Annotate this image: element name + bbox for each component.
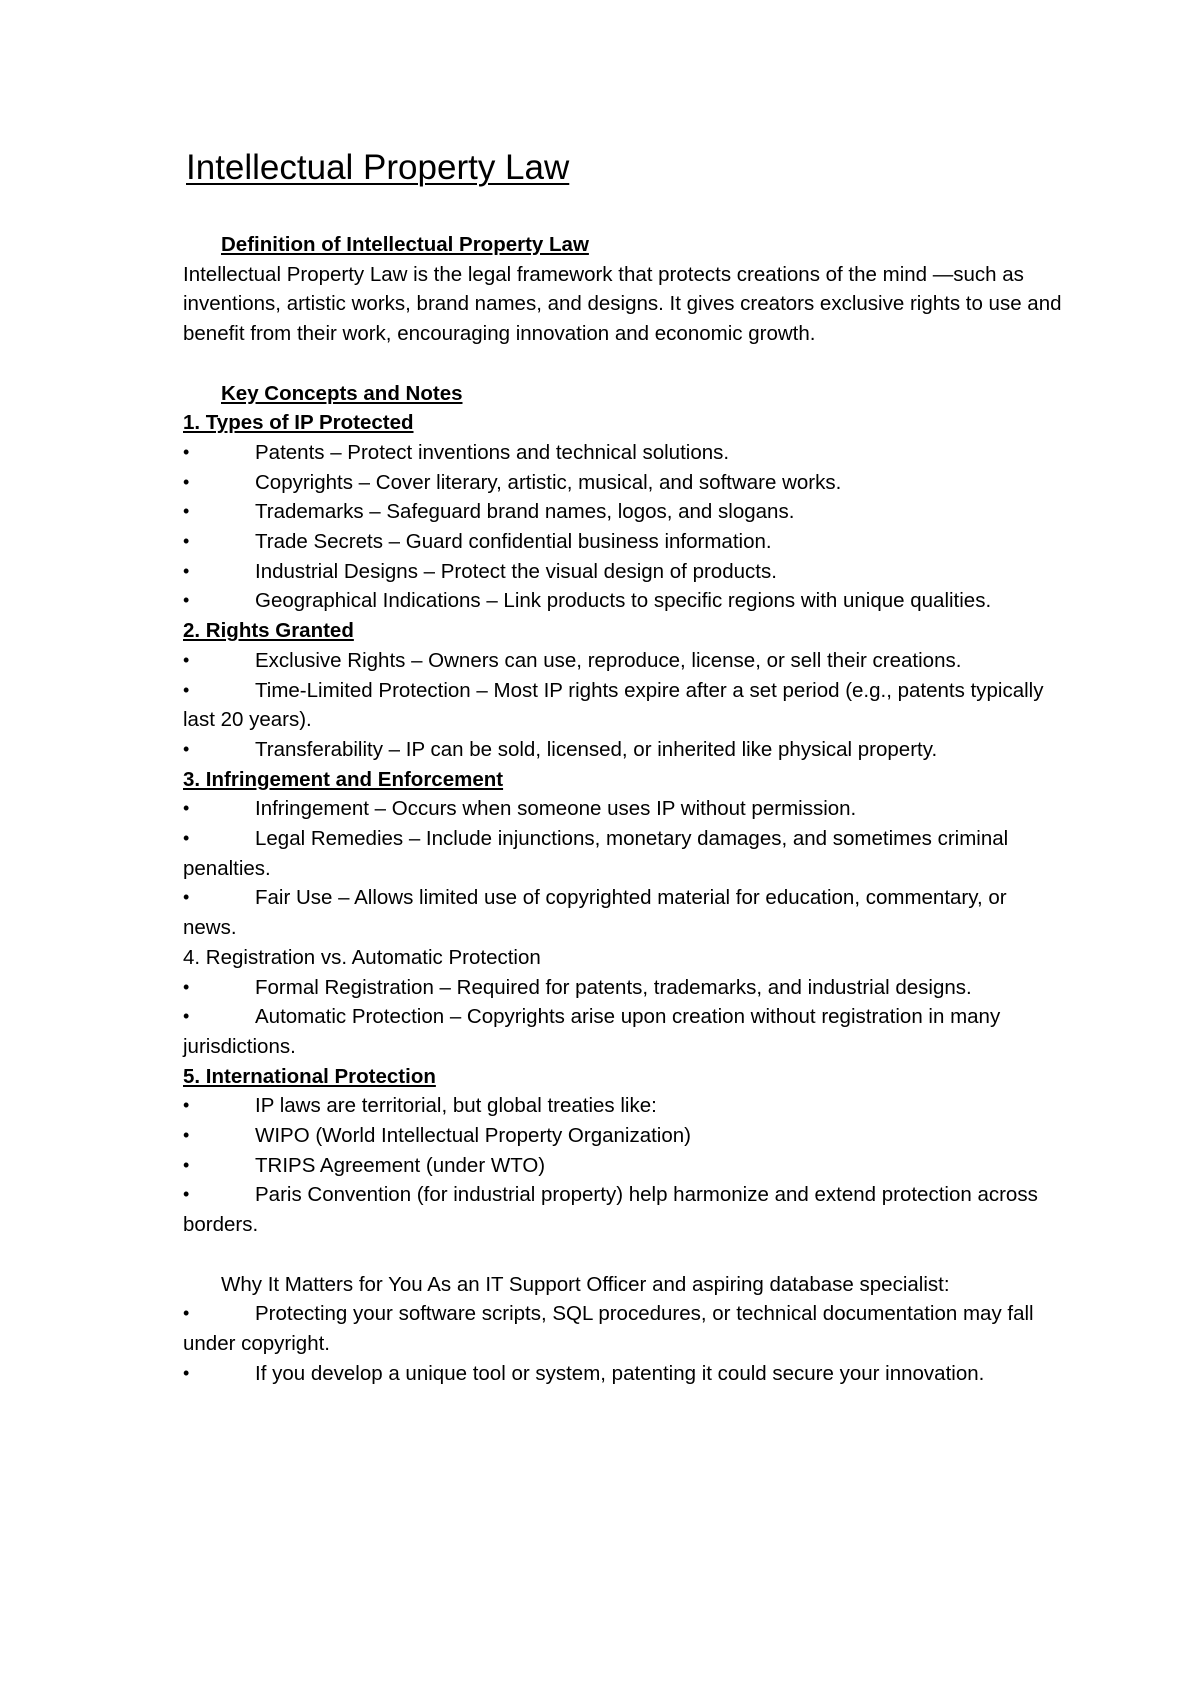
definition-text: Intellectual Property Law is the legal framework that protects creations of the mind —such as inventions, artistic works, brand names, and designs. It gives creators exclusive rights to use and benefit from their work, encouraging innovation and economic growth. — [183, 262, 1062, 346]
list-item-text: Trademarks – Safeguard brand names, logos, and slogans. — [255, 500, 795, 524]
list-item — [183, 1151, 1063, 1181]
list-item-text: Paris Convention (for industrial property) help harmonize and extend protection across borders. — [183, 1183, 1038, 1237]
list-item-text: If you develop a unique tool or system, patenting it could secure your innovation. — [255, 1361, 985, 1385]
spacer — [183, 349, 1063, 379]
list-item — [183, 1121, 1063, 1151]
definition-heading: Definition of Intellectual Property Law — [221, 233, 589, 256]
key-concepts-heading: Key Concepts and Notes — [221, 381, 463, 405]
list-item-text: Protecting your software scripts, SQL procedures, or technical documentation may fall under copyright. — [183, 1302, 1034, 1355]
list-item — [183, 794, 1063, 824]
bullet-icon: • — [183, 590, 190, 611]
section-heading: 3. Infringement and Enforcement — [183, 767, 504, 791]
bullet-icon: • — [183, 976, 190, 997]
section-heading: 4. Registration vs. Automatic Protection — [183, 945, 541, 969]
list-item — [183, 497, 1063, 527]
list-item — [183, 646, 1063, 676]
bullet-icon: • — [183, 560, 190, 581]
list-item-text: TRIPS Agreement (under WTO) — [255, 1153, 546, 1177]
why-heading: Why It Matters for You As an IT Support Officer and aspiring database specialist: — [221, 1272, 950, 1296]
list-item-text: Patents – Protect inventions and technical solutions. — [255, 440, 730, 464]
section-heading: 2. Rights Granted — [183, 619, 354, 643]
list-item — [183, 735, 1063, 765]
list-item-text: Copyrights – Cover literary, artistic, musical, and software works. — [255, 470, 842, 494]
list-item — [183, 586, 1063, 616]
list-item — [183, 1299, 1063, 1358]
document-body — [183, 230, 1063, 1388]
list-item — [183, 557, 1063, 587]
list-item — [183, 468, 1063, 498]
section-infringement — [183, 765, 1063, 943]
section-types — [183, 408, 1063, 616]
section-rights — [183, 616, 1063, 765]
list-item-text: Time-Limited Protection – Most IP rights expire after a set period (e.g., patents typically last 20 years). — [183, 678, 1044, 732]
bullet-icon: • — [183, 738, 190, 759]
list-item-text: Automatic Protection – Copyrights arise upon creation without registration in many jurisdictions. — [183, 1005, 1001, 1058]
list-item-text: Legal Remedies – Include injunctions, monetary damages, and sometimes criminal penalties. — [183, 827, 1009, 880]
bullet-icon: • — [183, 1303, 190, 1324]
list-item-text: IP laws are territorial, but global treaties like: — [255, 1094, 657, 1118]
bullet-icon: • — [183, 441, 190, 462]
list-item-text: Fair Use – Allows limited use of copyrighted material for education, commentary, or news. — [183, 886, 1007, 940]
section-heading: 5. International Protection — [183, 1064, 436, 1088]
list-item-text: Exclusive Rights – Owners can use, reproduce, license, or sell their creations. — [255, 648, 962, 672]
section-international — [183, 1062, 1063, 1240]
bullet-icon: • — [183, 1362, 190, 1383]
list-item — [183, 1002, 1063, 1061]
bullet-icon: • — [183, 798, 190, 819]
document-title: Intellectual Property Law — [186, 148, 570, 187]
spacer — [183, 1240, 1063, 1270]
list-item — [183, 973, 1063, 1003]
bullet-icon: • — [183, 679, 190, 700]
bullet-icon: • — [183, 828, 190, 849]
list-item-text: Formal Registration – Required for patents, trademarks, and industrial designs. — [255, 975, 972, 999]
bullet-icon: • — [183, 649, 190, 670]
bullet-icon: • — [183, 1154, 190, 1175]
list-item — [183, 676, 1063, 735]
bullet-icon: • — [183, 531, 190, 552]
bullet-icon: • — [183, 1125, 190, 1146]
bullet-icon: • — [183, 501, 190, 522]
list-item — [183, 438, 1063, 468]
section-heading: 1. Types of IP Protected — [183, 411, 414, 435]
bullet-icon: • — [183, 1184, 190, 1205]
list-item — [183, 527, 1063, 557]
bullet-icon: • — [183, 1006, 190, 1027]
list-item-text: Transferability – IP can be sold, licensed, or inherited like physical property. — [255, 737, 938, 761]
section-registration — [183, 943, 1063, 1062]
list-item-text: Industrial Designs – Protect the visual design of products. — [255, 559, 777, 583]
list-item-text: Trade Secrets – Guard confidential business information. — [255, 530, 772, 554]
bullet-icon: • — [183, 887, 190, 908]
list-item — [183, 883, 1063, 942]
list-item — [183, 1359, 1063, 1389]
list-item-text: Infringement – Occurs when someone uses IP without permission. — [255, 797, 857, 821]
bullet-icon: • — [183, 1095, 190, 1116]
list-item-text: Geographical Indications – Link products to specific regions with unique qualities. — [255, 589, 992, 613]
list-item — [183, 1091, 1063, 1121]
list-item — [183, 824, 1063, 883]
section-why-it-matters — [183, 1270, 1063, 1389]
bullet-icon: • — [183, 471, 190, 492]
list-item-text: WIPO (World Intellectual Property Organization) — [255, 1124, 691, 1148]
list-item — [183, 1180, 1063, 1239]
